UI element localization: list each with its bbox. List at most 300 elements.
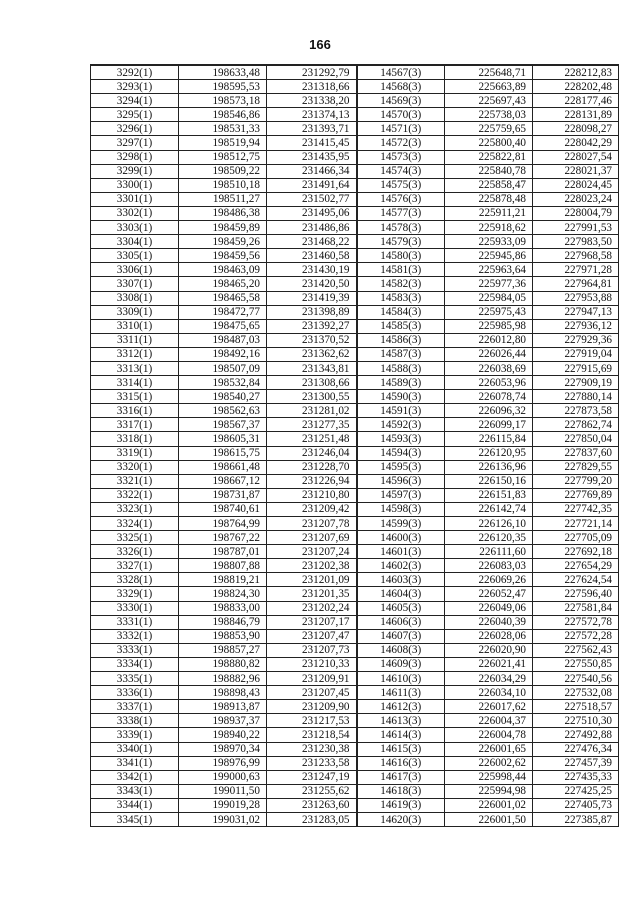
cell-x-left: 198740,61 [179,502,267,516]
cell-x-right: 226026,44 [445,347,533,361]
cell-y-right: 227742,35 [533,502,619,516]
cell-y-right: 228021,37 [533,164,619,178]
cell-point-id-right: 14584(3) [357,305,445,319]
cell-point-id-right: 14595(3) [357,460,445,474]
coordinates-table-body [91,65,619,827]
cell-point-id-left: 3310(1) [91,319,179,333]
cell-x-left: 198465,20 [179,277,267,291]
cell-x-right: 226001,65 [445,742,533,756]
table-row [91,94,619,108]
cell-point-id-right: 14571(3) [357,122,445,136]
cell-y-right: 228027,54 [533,150,619,164]
table-row [91,305,619,319]
cell-point-id-left: 3293(1) [91,80,179,94]
cell-x-left: 198472,77 [179,305,267,319]
cell-y-right: 227596,40 [533,587,619,601]
cell-x-left: 198819,21 [179,573,267,587]
cell-point-id-left: 3334(1) [91,657,179,671]
cell-x-left: 198492,16 [179,347,267,361]
cell-y-left: 231207,73 [267,643,357,657]
table-row [91,474,619,488]
cell-point-id-right: 14600(3) [357,531,445,545]
cell-y-right: 227405,73 [533,798,619,812]
cell-y-left: 231466,34 [267,164,357,178]
cell-point-id-left: 3318(1) [91,432,179,446]
cell-y-right: 227721,14 [533,517,619,531]
cell-x-right: 226052,47 [445,587,533,601]
cell-y-left: 231209,91 [267,672,357,686]
cell-x-left: 199019,28 [179,798,267,812]
cell-y-left: 231228,70 [267,460,357,474]
cell-point-id-right: 14599(3) [357,517,445,531]
cell-x-right: 225963,64 [445,263,533,277]
cell-x-right: 225663,89 [445,80,533,94]
cell-x-right: 225648,71 [445,65,533,80]
table-row [91,376,619,390]
cell-y-right: 227983,50 [533,235,619,249]
table-row [91,573,619,587]
cell-y-left: 231207,78 [267,517,357,531]
cell-y-left: 231370,52 [267,333,357,347]
cell-x-left: 198546,86 [179,108,267,122]
cell-point-id-left: 3312(1) [91,347,179,361]
cell-y-left: 231201,35 [267,587,357,601]
cell-x-right: 226115,84 [445,432,533,446]
cell-y-right: 227562,43 [533,643,619,657]
cell-y-left: 231420,50 [267,277,357,291]
table-row [91,517,619,531]
cell-point-id-left: 3327(1) [91,559,179,573]
cell-point-id-right: 14580(3) [357,249,445,263]
cell-x-left: 198562,63 [179,404,267,418]
cell-x-left: 198509,22 [179,164,267,178]
cell-point-id-left: 3339(1) [91,728,179,742]
cell-point-id-left: 3326(1) [91,545,179,559]
table-row [91,235,619,249]
cell-x-left: 198459,89 [179,221,267,235]
cell-x-left: 198833,00 [179,601,267,615]
cell-y-left: 231247,19 [267,770,357,784]
cell-point-id-right: 14577(3) [357,206,445,220]
cell-y-right: 227991,53 [533,221,619,235]
cell-point-id-right: 14570(3) [357,108,445,122]
cell-point-id-left: 3325(1) [91,531,179,545]
table-row [91,672,619,686]
table-row [91,192,619,206]
cell-y-right: 227385,87 [533,812,619,826]
table-row [91,559,619,573]
table-row [91,460,619,474]
cell-point-id-left: 3322(1) [91,488,179,502]
cell-y-right: 227953,88 [533,291,619,305]
table-row [91,446,619,460]
cell-point-id-left: 3317(1) [91,418,179,432]
cell-y-right: 227947,13 [533,305,619,319]
cell-y-right: 227915,69 [533,361,619,375]
table-row [91,80,619,94]
table-row [91,770,619,784]
cell-x-left: 198898,43 [179,686,267,700]
cell-point-id-left: 3329(1) [91,587,179,601]
cell-x-left: 198531,33 [179,122,267,136]
cell-x-right: 225697,43 [445,94,533,108]
cell-point-id-left: 3340(1) [91,742,179,756]
cell-x-left: 198767,22 [179,531,267,545]
cell-x-right: 226126,10 [445,517,533,531]
table-row [91,221,619,235]
cell-x-right: 226136,96 [445,460,533,474]
cell-y-right: 227624,54 [533,573,619,587]
cell-point-id-left: 3342(1) [91,770,179,784]
cell-x-left: 198475,65 [179,319,267,333]
cell-x-right: 226120,95 [445,446,533,460]
cell-x-right: 226120,35 [445,531,533,545]
table-row [91,798,619,812]
cell-x-right: 225994,98 [445,784,533,798]
cell-y-left: 231263,60 [267,798,357,812]
cell-point-id-left: 3292(1) [91,65,179,80]
cell-x-left: 198853,90 [179,629,267,643]
table-row [91,390,619,404]
table-row [91,333,619,347]
cell-y-right: 227476,34 [533,742,619,756]
cell-x-left: 198519,94 [179,136,267,150]
cell-x-left: 198465,58 [179,291,267,305]
table-row [91,812,619,826]
cell-x-right: 225984,05 [445,291,533,305]
cell-point-id-right: 14616(3) [357,756,445,770]
table-row [91,629,619,643]
cell-y-right: 228212,83 [533,65,619,80]
page-number: 166 [309,37,331,52]
cell-point-id-right: 14609(3) [357,657,445,671]
table-row [91,615,619,629]
cell-x-right: 225918,62 [445,221,533,235]
cell-x-left: 198633,48 [179,65,267,80]
cell-y-right: 228004,79 [533,206,619,220]
cell-y-right: 228042,29 [533,136,619,150]
cell-y-left: 231218,54 [267,728,357,742]
cell-y-left: 231460,58 [267,249,357,263]
cell-point-id-left: 3331(1) [91,615,179,629]
cell-y-right: 227968,58 [533,249,619,263]
cell-x-left: 198540,27 [179,390,267,404]
table-row [91,277,619,291]
table-row [91,686,619,700]
cell-x-left: 198913,87 [179,700,267,714]
cell-point-id-left: 3324(1) [91,517,179,531]
cell-y-right: 227435,33 [533,770,619,784]
cell-point-id-left: 3338(1) [91,714,179,728]
table-row [91,657,619,671]
cell-x-left: 198532,84 [179,376,267,390]
cell-x-left: 198507,09 [179,361,267,375]
cell-y-left: 231430,19 [267,263,357,277]
table-row [91,136,619,150]
cell-point-id-left: 3344(1) [91,798,179,812]
cell-y-left: 231207,24 [267,545,357,559]
cell-point-id-right: 14615(3) [357,742,445,756]
cell-y-left: 231210,33 [267,657,357,671]
cell-y-right: 227457,39 [533,756,619,770]
table-row [91,601,619,615]
table-row [91,263,619,277]
cell-y-left: 231207,47 [267,629,357,643]
cell-point-id-left: 3304(1) [91,235,179,249]
cell-y-right: 227492,88 [533,728,619,742]
cell-x-left: 198459,26 [179,235,267,249]
cell-point-id-right: 14582(3) [357,277,445,291]
cell-y-right: 227829,55 [533,460,619,474]
cell-y-right: 228023,24 [533,192,619,206]
table-row [91,347,619,361]
cell-y-left: 231255,62 [267,784,357,798]
table-row [91,728,619,742]
cell-point-id-right: 14608(3) [357,643,445,657]
cell-y-right: 227550,85 [533,657,619,671]
cell-y-right: 227929,36 [533,333,619,347]
cell-point-id-left: 3308(1) [91,291,179,305]
cell-point-id-left: 3294(1) [91,94,179,108]
cell-point-id-right: 14581(3) [357,263,445,277]
cell-y-left: 231217,53 [267,714,357,728]
cell-point-id-left: 3315(1) [91,390,179,404]
cell-point-id-right: 14588(3) [357,361,445,375]
cell-x-right: 226028,06 [445,629,533,643]
cell-x-left: 199000,63 [179,770,267,784]
cell-y-left: 231201,09 [267,573,357,587]
cell-y-left: 231419,39 [267,291,357,305]
cell-y-left: 231362,62 [267,347,357,361]
cell-x-left: 198807,88 [179,559,267,573]
cell-point-id-right: 14568(3) [357,80,445,94]
cell-x-left: 198463,09 [179,263,267,277]
cell-y-right: 227936,12 [533,319,619,333]
cell-y-right: 227518,57 [533,700,619,714]
cell-y-left: 231246,04 [267,446,357,460]
cell-x-right: 226040,39 [445,615,533,629]
cell-x-left: 198512,75 [179,150,267,164]
cell-point-id-right: 14611(3) [357,686,445,700]
cell-y-right: 227837,60 [533,446,619,460]
table-row [91,643,619,657]
cell-y-left: 231491,64 [267,178,357,192]
cell-point-id-left: 3305(1) [91,249,179,263]
cell-x-left: 198846,79 [179,615,267,629]
cell-point-id-right: 14613(3) [357,714,445,728]
cell-x-left: 198764,99 [179,517,267,531]
cell-y-left: 231209,42 [267,502,357,516]
cell-x-right: 226001,50 [445,812,533,826]
table-row [91,108,619,122]
cell-y-left: 231281,02 [267,404,357,418]
table-row [91,404,619,418]
cell-y-left: 231486,86 [267,221,357,235]
cell-x-left: 198824,30 [179,587,267,601]
cell-x-left: 198857,27 [179,643,267,657]
table-row [91,488,619,502]
cell-point-id-left: 3301(1) [91,192,179,206]
cell-y-left: 231338,20 [267,94,357,108]
cell-y-left: 231233,58 [267,756,357,770]
cell-x-left: 198573,18 [179,94,267,108]
cell-point-id-right: 14614(3) [357,728,445,742]
cell-point-id-right: 14597(3) [357,488,445,502]
table-row [91,700,619,714]
cell-point-id-left: 3296(1) [91,122,179,136]
cell-y-right: 227425,25 [533,784,619,798]
cell-point-id-right: 14574(3) [357,164,445,178]
cell-x-right: 226150,16 [445,474,533,488]
cell-point-id-left: 3333(1) [91,643,179,657]
cell-x-left: 198605,31 [179,432,267,446]
cell-point-id-left: 3309(1) [91,305,179,319]
cell-y-right: 227964,81 [533,277,619,291]
cell-x-left: 199031,02 [179,812,267,826]
cell-x-left: 198567,37 [179,418,267,432]
cell-y-left: 231495,06 [267,206,357,220]
table-row [91,164,619,178]
cell-y-right: 227971,28 [533,263,619,277]
table-row [91,432,619,446]
cell-y-right: 227919,04 [533,347,619,361]
table-row [91,587,619,601]
table-row [91,531,619,545]
cell-y-left: 231207,69 [267,531,357,545]
table-row [91,319,619,333]
cell-point-id-right: 14619(3) [357,798,445,812]
cell-x-right: 226049,06 [445,601,533,615]
cell-point-id-right: 14583(3) [357,291,445,305]
cell-point-id-right: 14575(3) [357,178,445,192]
cell-point-id-left: 3319(1) [91,446,179,460]
cell-y-right: 228098,27 [533,122,619,136]
cell-point-id-right: 14620(3) [357,812,445,826]
cell-x-right: 225822,81 [445,150,533,164]
table-row [91,742,619,756]
table-row [91,784,619,798]
table-row [91,502,619,516]
cell-x-left: 199011,50 [179,784,267,798]
table-row [91,65,619,80]
cell-point-id-right: 14573(3) [357,150,445,164]
table-row [91,756,619,770]
cell-x-right: 225878,48 [445,192,533,206]
cell-point-id-right: 14593(3) [357,432,445,446]
cell-x-right: 225933,09 [445,235,533,249]
cell-x-right: 225800,40 [445,136,533,150]
cell-y-left: 231343,81 [267,361,357,375]
cell-x-right: 225759,65 [445,122,533,136]
cell-y-left: 231292,79 [267,65,357,80]
table-row [91,418,619,432]
cell-x-left: 198487,03 [179,333,267,347]
cell-y-right: 228177,46 [533,94,619,108]
cell-x-right: 226142,74 [445,502,533,516]
cell-point-id-right: 14610(3) [357,672,445,686]
cell-point-id-right: 14601(3) [357,545,445,559]
cell-point-id-left: 3320(1) [91,460,179,474]
cell-y-right: 228024,45 [533,178,619,192]
cell-y-right: 227862,74 [533,418,619,432]
cell-point-id-right: 14592(3) [357,418,445,432]
cell-point-id-right: 14607(3) [357,629,445,643]
cell-point-id-right: 14602(3) [357,559,445,573]
cell-x-right: 226002,62 [445,756,533,770]
cell-point-id-left: 3307(1) [91,277,179,291]
cell-point-id-right: 14618(3) [357,784,445,798]
cell-x-right: 226021,41 [445,657,533,671]
cell-x-left: 198667,12 [179,474,267,488]
cell-point-id-left: 3336(1) [91,686,179,700]
cell-point-id-left: 3345(1) [91,812,179,826]
cell-y-left: 231318,66 [267,80,357,94]
cell-point-id-left: 3297(1) [91,136,179,150]
cell-point-id-left: 3311(1) [91,333,179,347]
cell-point-id-right: 14605(3) [357,601,445,615]
cell-x-right: 226034,10 [445,686,533,700]
cell-x-left: 198880,82 [179,657,267,671]
cell-point-id-left: 3313(1) [91,361,179,375]
cell-point-id-right: 14589(3) [357,376,445,390]
cell-y-left: 231283,05 [267,812,357,826]
cell-x-left: 198459,56 [179,249,267,263]
cell-y-right: 227581,84 [533,601,619,615]
cell-point-id-left: 3321(1) [91,474,179,488]
cell-point-id-right: 14591(3) [357,404,445,418]
cell-y-left: 231468,22 [267,235,357,249]
cell-point-id-right: 14578(3) [357,221,445,235]
cell-y-right: 227850,04 [533,432,619,446]
cell-y-right: 227572,78 [533,615,619,629]
table-row [91,714,619,728]
cell-x-left: 198787,01 [179,545,267,559]
cell-y-right: 227799,20 [533,474,619,488]
cell-x-right: 225738,03 [445,108,533,122]
cell-point-id-left: 3335(1) [91,672,179,686]
cell-point-id-right: 14603(3) [357,573,445,587]
cell-x-left: 198882,96 [179,672,267,686]
cell-y-left: 231435,95 [267,150,357,164]
cell-point-id-right: 14594(3) [357,446,445,460]
cell-point-id-right: 14567(3) [357,65,445,80]
cell-point-id-left: 3330(1) [91,601,179,615]
cell-point-id-right: 14598(3) [357,502,445,516]
cell-x-right: 225998,44 [445,770,533,784]
cell-x-right: 226099,17 [445,418,533,432]
cell-x-left: 198731,87 [179,488,267,502]
cell-x-right: 225985,98 [445,319,533,333]
cell-x-right: 225858,47 [445,178,533,192]
cell-x-left: 198661,48 [179,460,267,474]
cell-x-right: 226034,29 [445,672,533,686]
cell-point-id-left: 3337(1) [91,700,179,714]
table-row [91,150,619,164]
cell-y-left: 231308,66 [267,376,357,390]
cell-y-left: 231202,38 [267,559,357,573]
cell-y-left: 231502,77 [267,192,357,206]
cell-point-id-left: 3298(1) [91,150,179,164]
cell-y-left: 231415,45 [267,136,357,150]
cell-x-right: 226111,60 [445,545,533,559]
cell-y-left: 231210,80 [267,488,357,502]
cell-y-right: 227540,56 [533,672,619,686]
cell-y-left: 231226,94 [267,474,357,488]
cell-x-right: 226020,90 [445,643,533,657]
cell-x-right: 225975,43 [445,305,533,319]
cell-x-left: 198510,18 [179,178,267,192]
cell-x-right: 226069,26 [445,573,533,587]
